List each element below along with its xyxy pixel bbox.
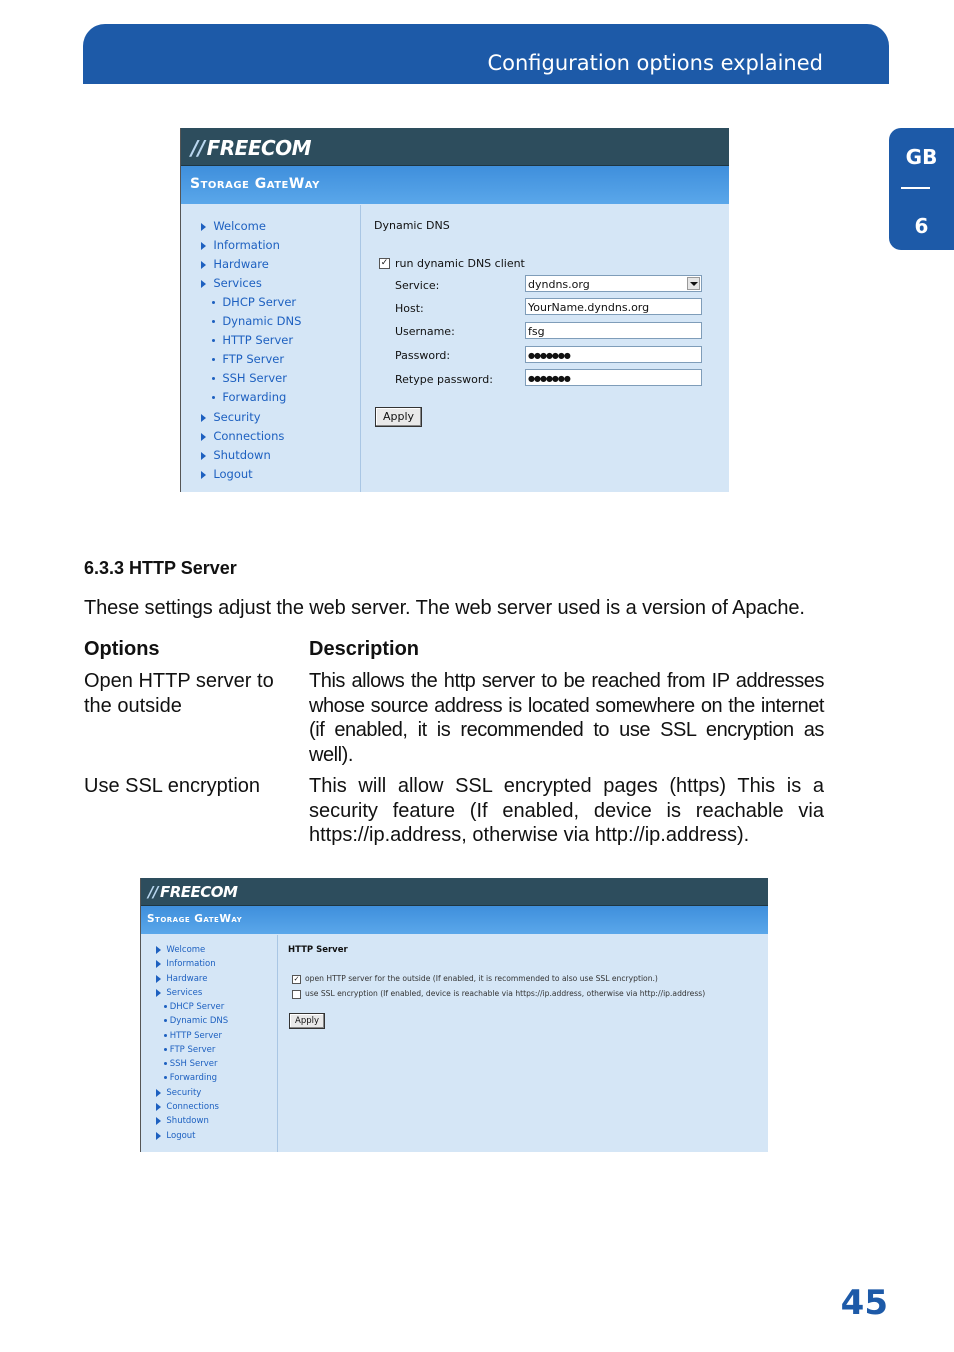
sidebar-item-label: Services xyxy=(166,988,203,998)
sidebar-item-welcome[interactable] xyxy=(201,219,266,233)
arrow-right-icon xyxy=(156,946,161,954)
dynamic-dns-screenshot xyxy=(180,128,729,492)
sidebar-item-label: FTP Server xyxy=(222,352,285,366)
use-ssl-label: use SSL encryption (If enabled, device is reachable via https://ip.address, otherwise via http://ip.address) xyxy=(305,989,706,998)
sidebar-item-label: Welcome xyxy=(213,219,266,233)
description-open-http: This allows the http server to be reached from IP addresses whose source address is located somewhere on the internet (if enabled, it is recommended to use SSL encryption as well). xyxy=(309,670,824,766)
sidebar-subitem-ftp-server[interactable] xyxy=(164,1045,215,1055)
sidebar-item-label: Hardware xyxy=(166,974,208,984)
sidebar-item-label: HTTP Server xyxy=(222,333,294,347)
sidebar-item-logout[interactable] xyxy=(201,467,253,481)
freecom-logo xyxy=(148,883,237,901)
sidebar-item-information[interactable] xyxy=(156,959,216,969)
bullet-icon xyxy=(212,301,215,304)
content-panel xyxy=(361,205,729,492)
sidebar-item-services[interactable] xyxy=(156,988,202,998)
sidebar-item-label: SSH Server xyxy=(169,1059,218,1069)
section-title: HTTP Server xyxy=(288,945,348,955)
bullet-icon xyxy=(164,1019,167,1022)
arrow-right-icon xyxy=(201,433,206,441)
logo-text: FREECOM xyxy=(159,883,238,901)
username-input[interactable]: fsg xyxy=(525,322,702,339)
sidebar-item-label: SSH Server xyxy=(222,371,287,385)
option-ssl: Use SSL encryption xyxy=(84,775,261,797)
sidebar-item-label: Hardware xyxy=(213,257,269,271)
service-label: Service: xyxy=(395,279,440,292)
app-topbar xyxy=(181,128,729,166)
section-heading: 6.3.3 HTTP Server xyxy=(84,558,237,578)
bullet-icon xyxy=(164,1076,167,1079)
arrow-right-icon xyxy=(201,242,206,250)
sidebar-item-label: Dynamic DNS xyxy=(169,1016,229,1026)
arrow-right-icon xyxy=(201,280,206,288)
arrow-right-icon xyxy=(156,960,161,968)
bullet-icon xyxy=(212,377,215,380)
arrow-right-icon xyxy=(156,1103,161,1111)
sidebar-item-label: HTTP Server xyxy=(169,1031,223,1041)
http-server-screenshot xyxy=(140,878,768,1152)
sidebar-item-label: Forwarding xyxy=(169,1073,218,1083)
sidebar-item-label: Forwarding xyxy=(222,390,287,404)
side-tab xyxy=(889,128,954,250)
sidebar-item-shutdown[interactable] xyxy=(201,448,271,462)
bullet-icon xyxy=(212,339,215,342)
sidebar-subitem-http-server[interactable] xyxy=(164,1031,222,1041)
option-open-http: Open HTTP server to the outside xyxy=(84,670,274,717)
sidebar-item-information[interactable] xyxy=(201,238,280,252)
sidebar-item-label: Logout xyxy=(213,467,253,481)
arrow-right-icon xyxy=(201,414,206,422)
sidebar-item-label: Logout xyxy=(166,1131,196,1141)
sidebar-item-label: Information xyxy=(213,238,280,252)
sidebar-item-shutdown[interactable] xyxy=(156,1116,209,1126)
freecom-logo xyxy=(191,136,311,160)
description-header: Description xyxy=(309,638,420,660)
apply-button[interactable]: Apply xyxy=(375,407,422,427)
sidebar-subitem-ftp-server[interactable] xyxy=(212,352,284,366)
bullet-icon xyxy=(212,358,215,361)
sidebar-item-label: Connections xyxy=(166,1102,219,1112)
run-ddns-checkbox[interactable]: ✓ xyxy=(380,258,389,268)
arrow-right-icon xyxy=(201,261,206,269)
logo-slash-icon: // xyxy=(191,136,205,160)
bullet-icon xyxy=(164,1062,167,1065)
sidebar-item-label: Shutdown xyxy=(166,1116,209,1126)
username-label: Username: xyxy=(395,325,455,338)
sidebar-subitem-forwarding[interactable] xyxy=(212,390,286,404)
bullet-icon xyxy=(212,320,215,323)
sidebar-subitem-dhcp-server[interactable] xyxy=(164,1002,224,1012)
arrow-right-icon xyxy=(201,223,206,231)
app-subbar xyxy=(141,906,768,934)
password-input[interactable]: ●●●●●●● xyxy=(525,346,702,363)
options-header: Options xyxy=(84,638,160,660)
section-title: Dynamic DNS xyxy=(374,219,450,232)
chevron-down-icon[interactable] xyxy=(687,277,700,290)
sidebar-item-hardware[interactable] xyxy=(201,257,269,271)
app-subtitle: Storage GateWay xyxy=(147,913,243,925)
sidebar-nav xyxy=(141,935,278,1152)
sidebar-subitem-ssh-server[interactable] xyxy=(164,1059,217,1069)
language-code: GB xyxy=(905,145,938,169)
chapter-title: Configuration options explained xyxy=(487,51,823,75)
logo-text: FREECOM xyxy=(206,136,312,160)
apply-button[interactable]: Apply xyxy=(289,1013,325,1029)
sidebar-item-label: Information xyxy=(166,959,216,969)
arrow-right-icon xyxy=(156,989,161,997)
arrow-right-icon xyxy=(201,452,206,460)
logo-slash-icon: // xyxy=(148,883,158,901)
sidebar-subitem-http-server[interactable] xyxy=(212,333,293,347)
arrow-right-icon xyxy=(156,975,161,983)
retype-password-label: Retype password: xyxy=(395,373,493,386)
sidebar-item-security[interactable] xyxy=(201,410,261,424)
service-select[interactable] xyxy=(525,275,702,292)
open-http-label: open HTTP server for the outside (If enabled, it is recommended to also use SSL encryption.) xyxy=(305,974,658,983)
app-subbar xyxy=(181,166,729,204)
open-http-checkbox[interactable]: ✓ xyxy=(293,975,300,983)
bullet-icon xyxy=(212,396,215,399)
sidebar-item-label: Security xyxy=(166,1088,202,1098)
page-number: 45 xyxy=(840,1283,888,1323)
sidebar-item-hardware[interactable] xyxy=(156,974,207,984)
sidebar-item-connections[interactable] xyxy=(201,429,284,443)
bullet-icon xyxy=(164,1005,167,1008)
arrow-right-icon xyxy=(156,1089,161,1097)
header-banner xyxy=(83,24,889,84)
arrow-right-icon xyxy=(156,1117,161,1125)
arrow-right-icon xyxy=(201,471,206,479)
host-label: Host: xyxy=(395,302,424,315)
service-value: dyndns.org xyxy=(528,278,590,291)
bullet-icon xyxy=(164,1034,167,1037)
host-input[interactable]: YourName.dyndns.org xyxy=(525,298,702,315)
sidebar-nav xyxy=(181,205,361,492)
sidebar-item-logout[interactable] xyxy=(156,1131,196,1141)
sidebar-item-label: Security xyxy=(213,410,261,424)
sidebar-subitem-dynamic-dns[interactable] xyxy=(212,314,301,328)
sidebar-subitem-forwarding[interactable] xyxy=(164,1073,217,1083)
sidebar-item-label: DHCP Server xyxy=(222,295,297,309)
retype-password-input[interactable]: ●●●●●●● xyxy=(525,369,702,386)
description-ssl: This will allow SSL encrypted pages (https) This is a security feature (If enabled, device is reachable via https://ip.address, otherwise via http://ip.address). xyxy=(309,775,824,846)
side-tab-divider xyxy=(901,187,930,189)
sidebar-item-connections[interactable] xyxy=(156,1102,219,1112)
content-panel xyxy=(278,935,768,1152)
sidebar-item-label: Connections xyxy=(213,429,285,443)
use-ssl-checkbox[interactable] xyxy=(292,990,301,999)
sidebar-subitem-dynamic-dns[interactable] xyxy=(164,1016,228,1026)
sidebar-item-services[interactable] xyxy=(201,276,262,290)
bullet-icon xyxy=(164,1048,167,1051)
sidebar-item-security[interactable] xyxy=(156,1088,201,1098)
sidebar-item-welcome[interactable] xyxy=(156,945,205,955)
sidebar-item-label: Shutdown xyxy=(213,448,271,462)
section-intro: These settings adjust the web server. The web server used is a version of Apache. xyxy=(84,597,805,619)
app-subtitle: Storage GateWay xyxy=(190,176,320,192)
chapter-number: 6 xyxy=(914,214,929,238)
sidebar-item-label: Services xyxy=(213,276,262,290)
run-ddns-label: run dynamic DNS client xyxy=(395,257,525,270)
sidebar-item-label: FTP Server xyxy=(169,1045,216,1055)
sidebar-subitem-ssh-server[interactable] xyxy=(212,371,287,385)
sidebar-subitem-dhcp-server[interactable] xyxy=(212,295,296,309)
sidebar-item-label: Welcome xyxy=(166,945,206,955)
sidebar-item-label: DHCP Server xyxy=(169,1002,225,1012)
app-topbar xyxy=(141,878,768,906)
password-label: Password: xyxy=(395,349,451,362)
sidebar-item-label: Dynamic DNS xyxy=(222,314,302,328)
arrow-right-icon xyxy=(156,1132,161,1140)
